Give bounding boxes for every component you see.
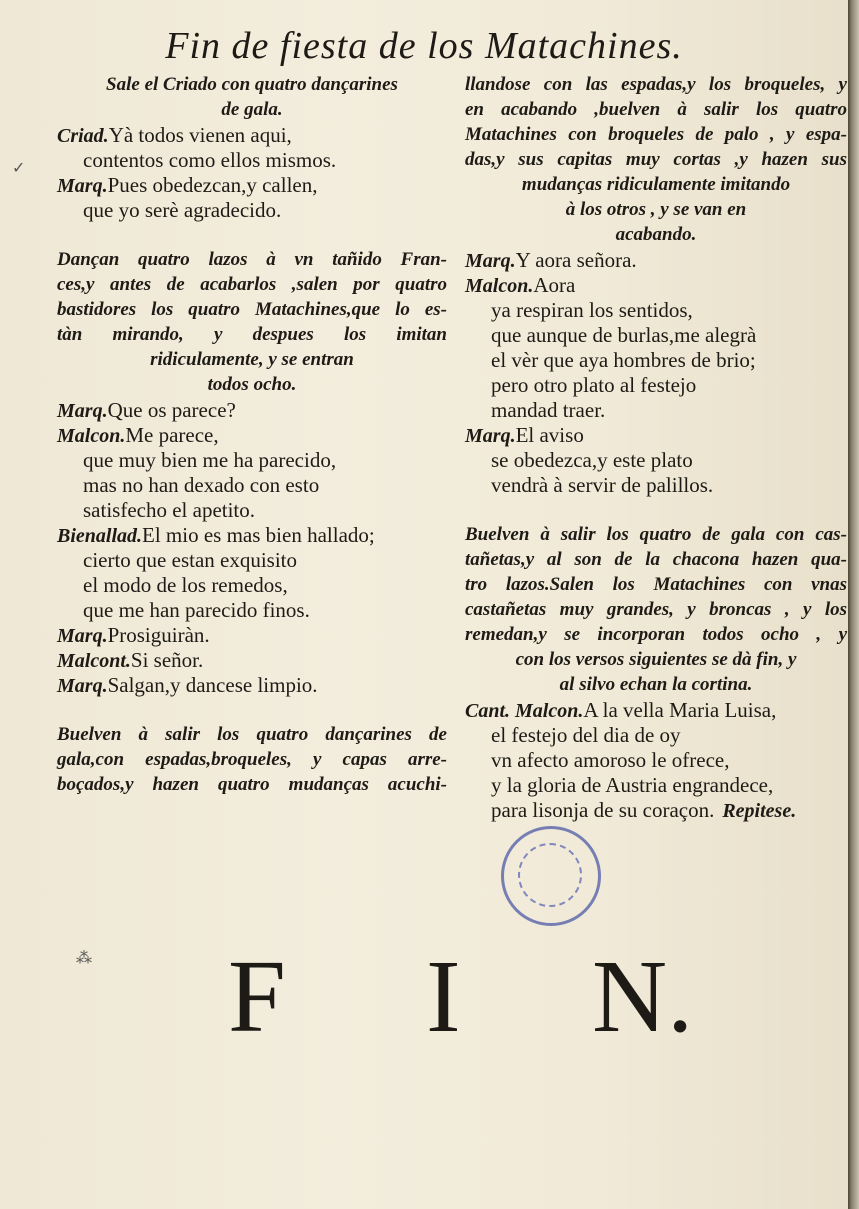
verse-text: Y aora señora. xyxy=(515,248,637,272)
verse-text: Si señor. xyxy=(130,648,204,672)
verse-line xyxy=(491,372,847,398)
verse-text: El aviso xyxy=(515,423,584,447)
verse-text: Me parece, xyxy=(125,423,219,447)
verse-line xyxy=(83,547,447,573)
repeat-cue: Repitese. xyxy=(722,800,797,822)
verse-line xyxy=(491,397,847,423)
verse-line xyxy=(83,147,447,173)
verse-text: contentos como ellos mismos. xyxy=(83,148,337,172)
stage-direction-line: Buelven à salir los quatro dançarines de xyxy=(57,724,447,745)
stage-direction-line: ridiculamente, y se entran xyxy=(150,349,354,370)
verse-text: ya respiran los sentidos, xyxy=(491,298,693,322)
fin-letter-f: F xyxy=(228,939,286,1054)
verse-text: Que os parece? xyxy=(107,398,236,422)
verse-text: y la gloria de Austria engrandece, xyxy=(491,773,774,797)
verse-text: mandad traer. xyxy=(491,398,606,422)
blank-line xyxy=(57,697,447,723)
speaker-name: Marq. xyxy=(465,250,516,272)
speech-line xyxy=(57,672,447,698)
speech-line xyxy=(57,622,447,648)
speech-line xyxy=(465,697,847,723)
speaker-name: Marq. xyxy=(57,175,108,197)
marginal-mark-icon: ✓ xyxy=(12,158,26,177)
speech-line xyxy=(57,172,447,198)
verse-text: A la vella Maria Luisa, xyxy=(583,698,777,722)
stage-direction-line: castañetas muy grandes, y broncas , y los xyxy=(465,599,847,620)
blank-line xyxy=(465,497,847,523)
stage-direction-line: al silvo echan la cortina. xyxy=(559,674,753,695)
verse-text: que muy bien me ha parecido, xyxy=(83,448,337,472)
stage-direction-line: acabando. xyxy=(615,224,697,245)
verse-line xyxy=(83,597,447,623)
stage-direction-line: boçados,y hazen quatro mudanças acuchi- xyxy=(57,774,447,795)
stage-direction-line: Buelven à salir los quatro de gala con cas- xyxy=(465,524,847,545)
verse-text: se obedezca,y este plato xyxy=(491,448,693,472)
verse-line xyxy=(491,747,847,773)
stage-direction-line: Dançan quatro lazos à vn tañido Fran- xyxy=(57,249,447,270)
speaker-name: Bienallad. xyxy=(57,525,143,547)
verse-text: Prosiguiràn. xyxy=(107,623,210,647)
verse-line xyxy=(83,472,447,498)
verse-text: pero otro plato al festejo xyxy=(491,373,697,397)
stage-direction-line: à los otros , y se van en xyxy=(565,199,747,220)
stage-direction-line: con los versos siguientes se dà fin, y xyxy=(515,649,797,670)
verse-text: cierto que estan exquisito xyxy=(83,548,298,572)
verse-text: Pues obedezcan,y callen, xyxy=(107,173,318,197)
verse-line xyxy=(491,722,847,748)
verse-line xyxy=(83,197,447,223)
page-title: Fin de fiesta de los Matachines. xyxy=(165,25,683,67)
speech-line xyxy=(57,647,447,673)
speaker-name: Cant. Malcon. xyxy=(465,700,584,722)
verse-text: para lisonja de su coraçon. xyxy=(491,798,715,822)
ornament-icon: ⁂ xyxy=(76,948,92,967)
verse-text: el modo de los remedos, xyxy=(83,573,288,597)
verse-text: satisfecho el apetito. xyxy=(83,498,256,522)
library-stamp-icon xyxy=(501,826,601,926)
verse-text: vendrà à servir de palillos. xyxy=(491,473,714,497)
speech-line xyxy=(57,397,447,423)
fin-letter-n: N. xyxy=(592,939,694,1054)
stage-direction-line: gala,con espadas,broqueles, y capas arre- xyxy=(57,749,447,770)
verse-text: que aunque de burlas,me alegrà xyxy=(491,323,757,347)
speech-line xyxy=(57,422,447,448)
stage-direction-line: tañetas,y al son de la chacona hazen qua- xyxy=(465,549,847,570)
verse-text: el festejo del dia de oy xyxy=(491,723,681,747)
stage-direction-line: todos ocho. xyxy=(207,374,297,395)
stage-direction-line: bastidores los quatro Matachines,que lo es- xyxy=(57,299,447,320)
verse-line xyxy=(83,447,447,473)
verse-text: el vèr que aya hombres de brio; xyxy=(491,348,756,372)
speaker-name: Malcont. xyxy=(57,650,131,672)
blank-line xyxy=(57,222,447,248)
page-binding-edge xyxy=(848,0,859,1209)
stage-direction-line: tàn mirando, y despues los imitan xyxy=(57,324,447,345)
verse-text: vn afecto amoroso le ofrece, xyxy=(491,748,730,772)
speech-line xyxy=(57,122,447,148)
stage-direction-line: llandose con las espadas,y los broqueles, y xyxy=(465,74,847,95)
speaker-name: Malcon. xyxy=(57,425,126,447)
speaker-name: Marq. xyxy=(57,625,108,647)
stage-direction-line: Matachines con broqueles de palo , y espa- xyxy=(465,124,847,145)
verse-line xyxy=(491,447,847,473)
verse-text: que yo serè agradecido. xyxy=(83,198,282,222)
stage-direction-line: remedan,y se incorporan todos ocho , y xyxy=(465,624,847,645)
stage-direction-line: en acabando ,buelven à salir los quatro xyxy=(465,99,847,120)
verse-text: Yà todos vienen aqui, xyxy=(108,123,292,147)
verse-line xyxy=(491,347,847,373)
speaker-name: Marq. xyxy=(57,400,108,422)
verse-line xyxy=(491,297,847,323)
fin-letter-i: I xyxy=(426,939,461,1054)
speech-line xyxy=(465,247,847,273)
stage-direction-line: das,y sus capitas muy cortas ,y hazen sus xyxy=(465,149,847,170)
speaker-name: Criad. xyxy=(57,125,109,147)
speaker-name: Malcon. xyxy=(465,275,534,297)
verse-line xyxy=(491,322,847,348)
verse-text: Salgan,y dancese limpio. xyxy=(107,673,318,697)
verse-text: mas no han dexado con esto xyxy=(83,473,320,497)
verse-line xyxy=(83,497,447,523)
verse-line xyxy=(491,797,847,823)
verse-text: Aora xyxy=(533,273,576,297)
stage-direction-line: mudanças ridiculamente imitando xyxy=(521,174,791,195)
speech-line xyxy=(465,422,847,448)
verse-line xyxy=(83,572,447,598)
verse-text: que me han parecido finos. xyxy=(83,598,310,622)
speaker-name: Marq. xyxy=(57,675,108,697)
verse-text: El mio es mas bien hallado; xyxy=(142,523,375,547)
verse-line xyxy=(491,472,847,498)
speech-line xyxy=(57,522,447,548)
stage-direction-line: ces,y antes de acabarlos ,salen por quatro xyxy=(57,274,447,295)
speaker-name: Marq. xyxy=(465,425,516,447)
stage-direction-line: de gala. xyxy=(221,99,283,120)
verse-line xyxy=(491,772,847,798)
stage-direction-line: Sale el Criado con quatro dançarines xyxy=(106,74,398,95)
speech-line xyxy=(465,272,847,298)
stage-direction-line: tro lazos.Salen los Matachines con vnas xyxy=(465,574,847,595)
